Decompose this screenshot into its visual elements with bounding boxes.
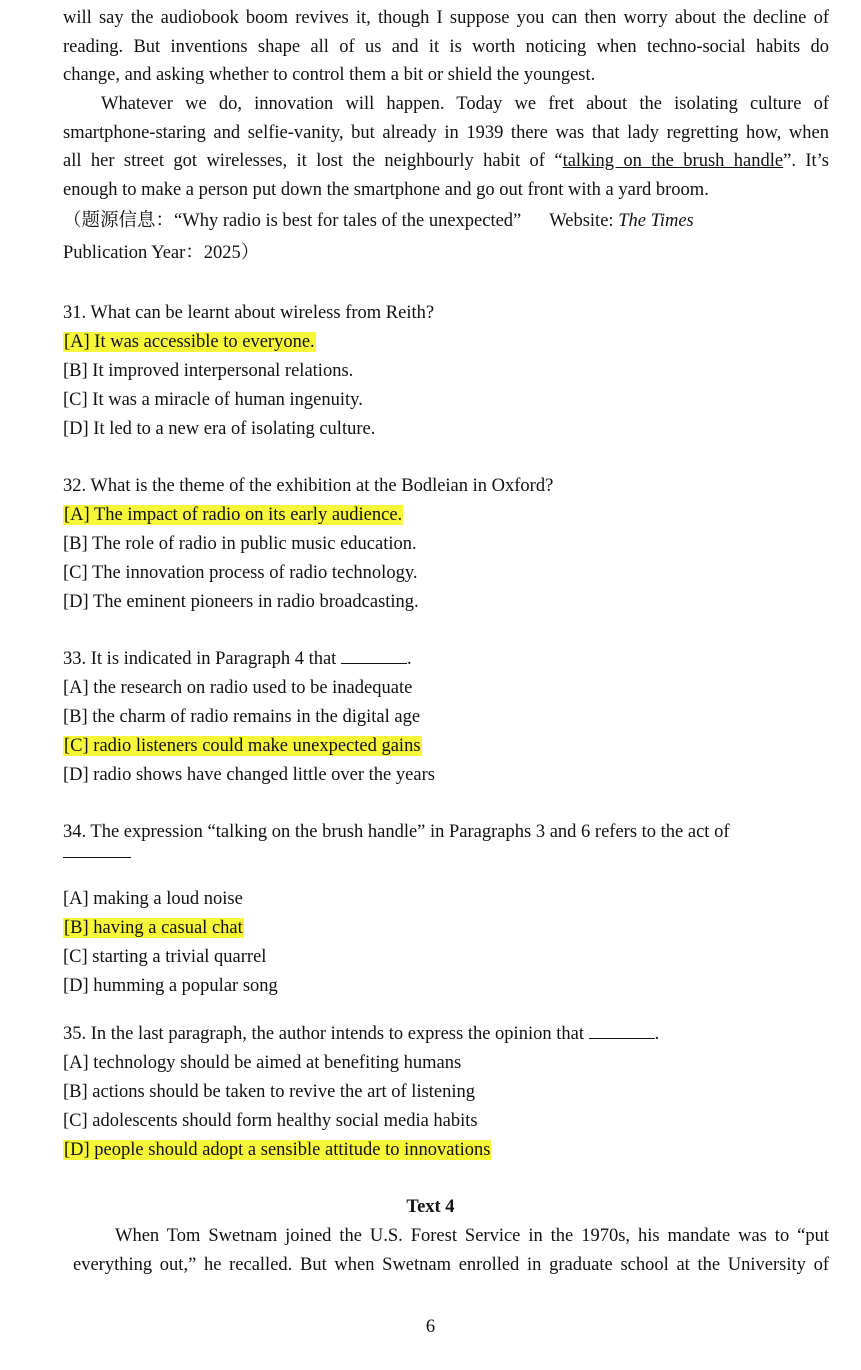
question-32: [63, 472, 833, 617]
option-d: [D] radio shows have changed little over the years: [63, 765, 435, 785]
passage-paragraph-5: [63, 4, 829, 90]
text-segment: ”. It’s: [783, 151, 829, 171]
text-line: change, and asking whether to control them a bit or shield the youngest.: [63, 65, 596, 85]
source-website-name: The Times: [618, 211, 694, 231]
question-stem: 32. What is the theme of the exhibition at the Bodleian in Oxford?: [63, 476, 554, 496]
option-a-highlighted: [A] It was accessible to everyone.: [64, 332, 315, 352]
option-b: [B] The role of radio in public music education.: [63, 534, 417, 554]
stem-suffix: .: [654, 1024, 660, 1044]
question-34: [63, 818, 833, 1001]
option-d: [D] humming a popular song: [63, 976, 278, 996]
option-a: [A] making a loud noise: [63, 889, 243, 909]
text-line: everything out,” he recalled. But when Swetnam enrolled in graduate school at the University of: [73, 1254, 829, 1275]
question-stem: 33. It is indicated in Paragraph 4 that: [63, 649, 337, 669]
option-b: [B] the charm of radio remains in the digital age: [63, 707, 421, 727]
question-35: [63, 1020, 833, 1165]
question-stem: 34. The expression “talking on the brush handle” in Paragraphs 3 and 6 refers to the act of: [63, 822, 730, 842]
question-stem: 31. What can be learnt about wireless from Reith?: [63, 303, 435, 323]
option-a: [A] technology should be aimed at benefiting humans: [63, 1053, 462, 1073]
option-b: [B] actions should be taken to revive the art of listening: [63, 1082, 476, 1102]
page-number: 6: [425, 1317, 436, 1337]
text-line: When Tom Swetnam joined the U.S. Forest Service in the 1970s, his mandate was to “put: [115, 1226, 829, 1246]
text4-paragraph-1: [73, 1222, 829, 1279]
stem-suffix: .: [406, 649, 412, 669]
section-heading: Text 4: [406, 1197, 455, 1217]
source-website-label: Website:: [549, 211, 619, 231]
question-31: [63, 299, 833, 444]
text-line: smartphone-staring and selfie-vanity, but already in 1939 there was that lady regretting how, when: [63, 122, 829, 143]
answer-blank: [341, 662, 407, 664]
question-33: [63, 645, 833, 790]
option-b-highlighted: [B] having a casual chat: [64, 918, 243, 938]
text-line: [63, 147, 829, 176]
option-d: [D] The eminent pioneers in radio broadcasting.: [63, 592, 419, 612]
option-c-highlighted: [C] radio listeners could make unexpected gains: [64, 736, 421, 756]
option-a-highlighted: [A] The impact of radio on its early audience.: [64, 505, 403, 525]
option-c: [C] adolescents should form healthy social media habits: [63, 1111, 478, 1131]
question-stem: 35. In the last paragraph, the author intends to express the opinion that: [63, 1024, 584, 1044]
option-c: [C] starting a trivial quarrel: [63, 947, 267, 967]
source-title: “Why radio is best for tales of the unexpected”: [174, 211, 522, 231]
answer-blank: [63, 857, 131, 858]
option-b: [B] It improved interpersonal relations.: [63, 361, 354, 381]
source-year: Publication Year：2025）: [63, 243, 260, 263]
text-segment: all her street got wirelesses, it lost the neighbourly habit of “: [63, 151, 563, 171]
answer-blank: [589, 1037, 655, 1039]
passage-paragraph-6: [63, 90, 829, 204]
option-a: [A] the research on radio used to be inadequate: [63, 678, 413, 698]
underlined-phrase: talking on the brush handle: [562, 151, 784, 171]
text-line: enough to make a person put down the smartphone and go out front with a yard broom.: [63, 179, 709, 200]
option-c: [C] It was a miracle of human ingenuity.: [63, 390, 363, 410]
text-line: reading. But inventions shape all of us and it is worth noticing when techno-social habits do: [63, 36, 829, 57]
text-line: will say the audiobook boom revives it, though I suppose you can then worry about the decline of: [63, 8, 829, 28]
text-line: Whatever we do, innovation will happen. Today we fret about the isolating culture of: [101, 94, 829, 114]
source-info: [63, 207, 694, 236]
source-label: （题源信息：: [63, 211, 175, 231]
option-d: [D] It led to a new era of isolating culture.: [63, 419, 376, 439]
option-d-highlighted: [D] people should adopt a sensible attitude to innovations: [64, 1140, 491, 1160]
option-c: [C] The innovation process of radio technology.: [63, 563, 418, 583]
